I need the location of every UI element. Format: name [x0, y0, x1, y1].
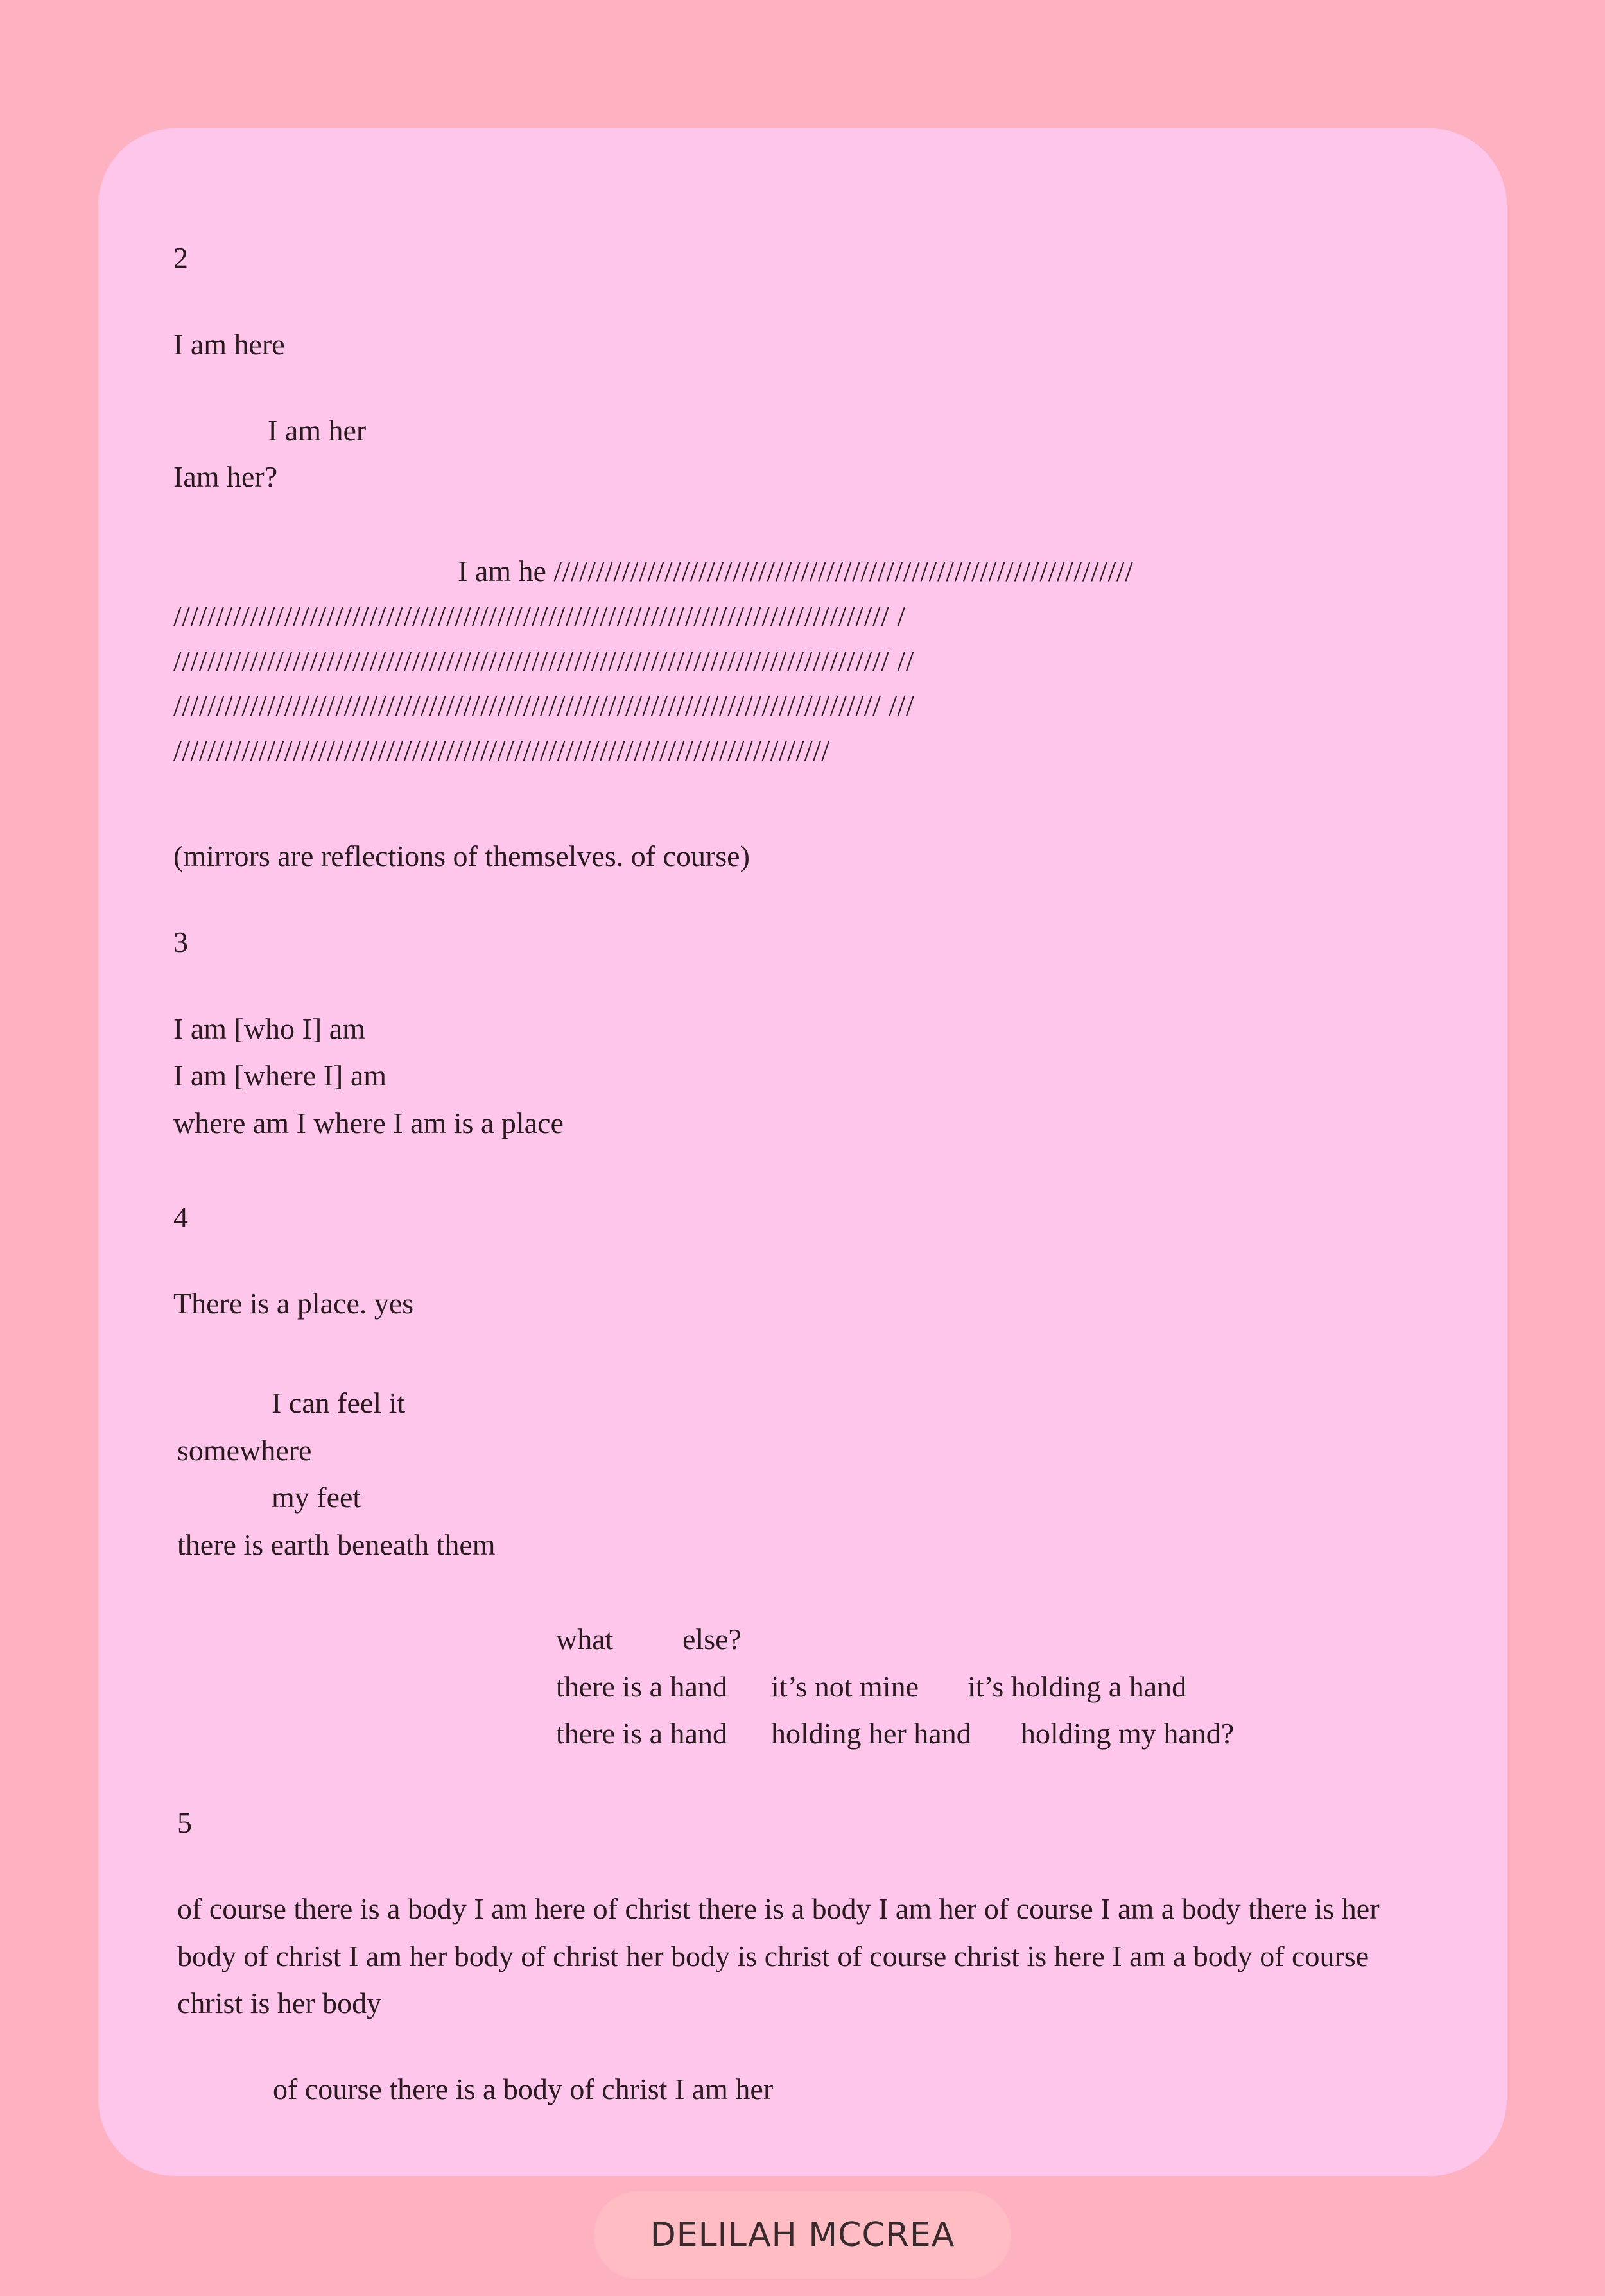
poem-line: else? [682, 1623, 742, 1655]
poem-line: There is a place. yes [173, 1287, 414, 1320]
poem-line: holding her hand [771, 1717, 971, 1750]
poem-card [98, 128, 1507, 2176]
section-number-4: 4 [173, 1201, 188, 1234]
poem-line: I am [where I] am [173, 1059, 387, 1092]
section-number-2: 2 [173, 241, 188, 274]
poem-line: where am I where I am is a place [173, 1107, 564, 1139]
poem-aside: (mirrors are reflections of themselves. of course) [173, 840, 750, 872]
poem-line-text: I am he [458, 555, 554, 587]
poem-line: my feet [272, 1481, 361, 1514]
poem-line: I am her [268, 414, 367, 447]
poem-line: I can feel it [272, 1386, 406, 1419]
section-number-3: 3 [173, 926, 188, 958]
poem-line: there is a hand [556, 1670, 727, 1703]
poem-paragraph-line: of course there is a body I am here of christ there is a body I am her of course I am a body there is her [177, 1892, 1380, 1925]
poem-body [98, 128, 1507, 2176]
section-number-5: 5 [177, 1806, 192, 1839]
poem-line [458, 552, 1134, 591]
poem-paragraph-line: body of christ I am her body of christ her body is christ of course christ is here I am a body of course [177, 1940, 1369, 1972]
slash-run: //////////////////////////////////////////////////////////////////////////////////// // [173, 644, 915, 677]
author-name-pill [594, 2191, 1011, 2279]
poem-line: there is a hand [556, 1717, 727, 1750]
poem-line: I am here [173, 328, 285, 361]
poem-line: it’s holding a hand [967, 1670, 1187, 1703]
poem-line: it’s not mine [771, 1670, 919, 1703]
slash-run: //////////////////////////////////////////////////////////////////// [553, 555, 1134, 587]
poem-line: holding my hand? [1021, 1717, 1235, 1750]
poem-line: there is earth beneath them [177, 1528, 496, 1561]
poem-line: Iam her? [173, 460, 278, 493]
poem-paragraph-line: christ is her body [177, 1987, 382, 2019]
slash-run: ///////////////////////////////////////////////////////////////////////////// [173, 734, 830, 767]
slash-run: /////////////////////////////////////////////////////////////////////////////////// /// [173, 689, 915, 722]
poem-closing-line: of course there is a body of christ I am her [273, 2073, 774, 2105]
poem-line: what [556, 1623, 614, 1655]
poem-line: somewhere [177, 1434, 312, 1467]
author-name: DELILAH MCCREA [650, 2216, 955, 2254]
poem-line: I am [who I] am [173, 1012, 365, 1045]
slash-run: //////////////////////////////////////////////////////////////////////////////////// / [173, 600, 906, 632]
